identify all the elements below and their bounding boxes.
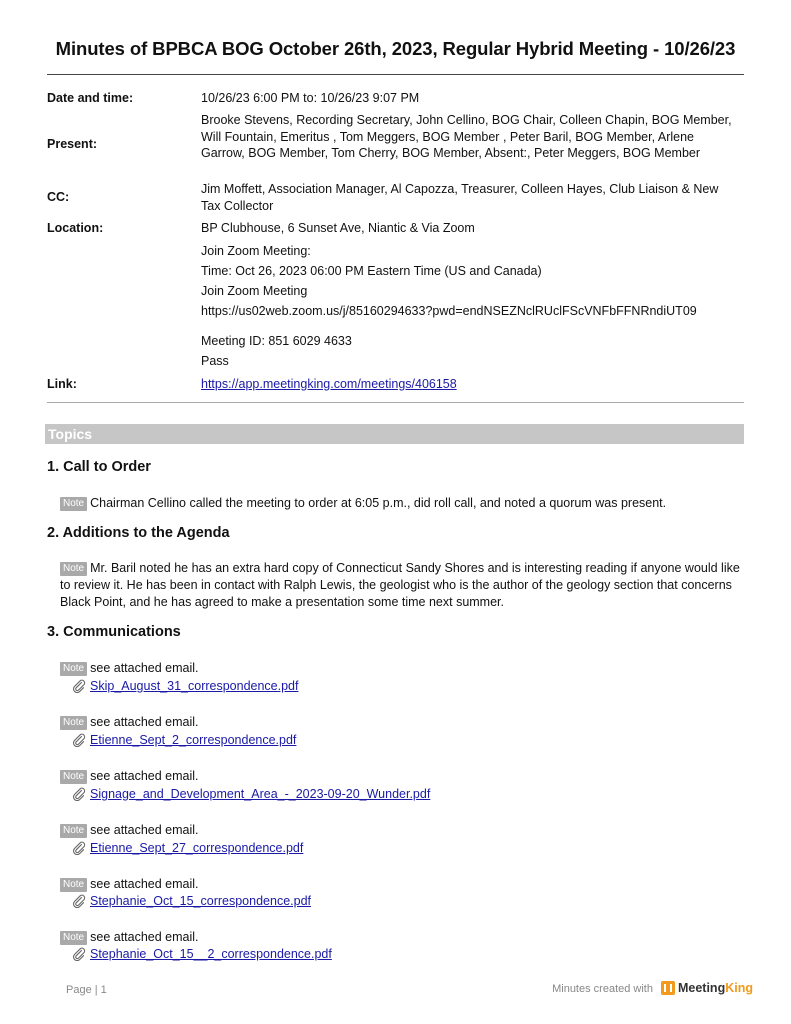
document-title: Minutes of BPBCA BOG October 26th, 2023, Regular Hybrid Meeting - 10/26/23: [55, 38, 736, 59]
note-body: Chairman Cellino called the meeting to order at 6:05 p.m., did roll call, and noted a quorum was present.: [90, 496, 667, 510]
communication-note: [60, 876, 199, 892]
date-label: Date and time:: [47, 91, 134, 105]
section-title-call-to-order: 1. Call to Order: [47, 459, 151, 475]
communication-note: [60, 929, 199, 945]
note-tag: Note: [60, 878, 87, 892]
attachment-link[interactable]: Signage_and_Development_Area_-_2023-09-20_Wunder.pdf: [90, 787, 431, 801]
communication-note: [60, 768, 199, 784]
date-value: 10/26/23 6:00 PM to: 10/26/23 9:07 PM: [201, 91, 420, 105]
location-join: Join Zoom Meeting: [201, 284, 308, 298]
attachment-item: [72, 787, 430, 801]
location-pass: Pass: [201, 354, 229, 368]
communication-note: [60, 714, 199, 730]
note-body: see attached email.: [90, 769, 199, 783]
note-tag: Note: [60, 562, 87, 576]
note-body: see attached email.: [90, 715, 199, 729]
section-title-additions: 2. Additions to the Agenda: [47, 525, 230, 541]
note-body: see attached email.: [90, 877, 199, 891]
attachment-item: [72, 841, 303, 855]
link-label: Link:: [47, 377, 77, 391]
location-address: BP Clubhouse, 6 Sunset Ave, Niantic & Via Zoom: [201, 221, 475, 235]
paperclip-icon: [72, 894, 86, 908]
present-value: Brooke Stevens, Recording Secretary, John Cellino, BOG Chair, Colleen Chapin, BOG Member, Will Fountain, Emeritus , Tom Meggers, BOG Member , Peter Baril, BOG Member, Arlene Garrow, BOG Member, Tom Cherry, BOG Member, Absent:, Peter Meggers, BOG Member: [201, 113, 732, 160]
footer-branding: [552, 981, 753, 995]
note-tag: Note: [60, 716, 87, 730]
note-body: see attached email.: [90, 661, 199, 675]
cc-value: Jim Moffett, Association Manager, Al Capozza, Treasurer, Colleen Hayes, Club Liaison & New Tax Collector: [201, 182, 719, 213]
communication-note: [60, 660, 199, 676]
paperclip-icon: [72, 733, 86, 747]
paperclip-icon: [72, 679, 86, 693]
location-zoom-heading: Join Zoom Meeting:: [201, 244, 311, 258]
attachment-link[interactable]: Etienne_Sept_2_correspondence.pdf: [90, 733, 297, 747]
header-divider-top: [47, 74, 744, 75]
attachment-item: [72, 679, 298, 693]
attachment-item: [72, 733, 296, 747]
paperclip-icon: [72, 787, 86, 801]
created-with-text: Minutes created with: [552, 983, 653, 995]
paperclip-icon: [72, 841, 86, 855]
note-body: see attached email.: [90, 930, 199, 944]
meeting-link[interactable]: https://app.meetingking.com/meetings/406158: [201, 377, 457, 391]
attachment-link[interactable]: Stephanie_Oct_15__2_correspondence.pdf: [90, 947, 332, 961]
page-number: Page | 1: [66, 984, 107, 996]
cc-label: CC:: [47, 190, 70, 204]
attachment-link[interactable]: Etienne_Sept_27_correspondence.pdf: [90, 841, 304, 855]
location-meeting-id: Meeting ID: 851 6029 4633: [201, 334, 352, 348]
attachment-link[interactable]: Stephanie_Oct_15_correspondence.pdf: [90, 894, 311, 908]
note-call-to-order: [60, 495, 666, 511]
location-zoom-url: https://us02web.zoom.us/j/85160294633?pwd=endNSEZNclRUclFScVNFbFFNRndiUT09: [201, 304, 697, 318]
note-tag: Note: [60, 824, 87, 838]
location-time: Time: Oct 26, 2023 06:00 PM Eastern Time (US and Canada): [201, 264, 542, 278]
brand-meeting: Meeting: [677, 981, 726, 995]
meetingking-logo-icon: [661, 981, 675, 995]
note-tag: Note: [60, 770, 87, 784]
location-label: Location:: [47, 221, 104, 235]
note-body: Mr. Baril noted he has an extra hard copy of Connecticut Sandy Shores and is interesting reading if anyone would like to review it. He has been in contact with Ralph Lewis, the geologist who is the author of the geology section that concerns Black Point, and he has agreed to make a presentation some time next summer.: [60, 561, 740, 609]
topics-header: Topics: [45, 424, 744, 444]
note-body: see attached email.: [90, 823, 199, 837]
note-tag: Note: [60, 497, 87, 511]
attachment-item: [72, 894, 311, 908]
brand-king: King: [725, 981, 753, 995]
attachment-link[interactable]: Skip_August_31_correspondence.pdf: [90, 679, 299, 693]
note-tag: Note: [60, 931, 87, 945]
note-tag: Note: [60, 662, 87, 676]
link-container: [201, 377, 457, 391]
section-title-communications: 3. Communications: [47, 624, 181, 640]
attachment-item: [72, 947, 332, 961]
present-label: Present:: [47, 137, 98, 151]
header-divider-bottom: [47, 402, 744, 403]
paperclip-icon: [72, 947, 86, 961]
communication-note: [60, 822, 199, 838]
note-additions: [60, 560, 744, 611]
meetingking-brand: [678, 981, 753, 995]
